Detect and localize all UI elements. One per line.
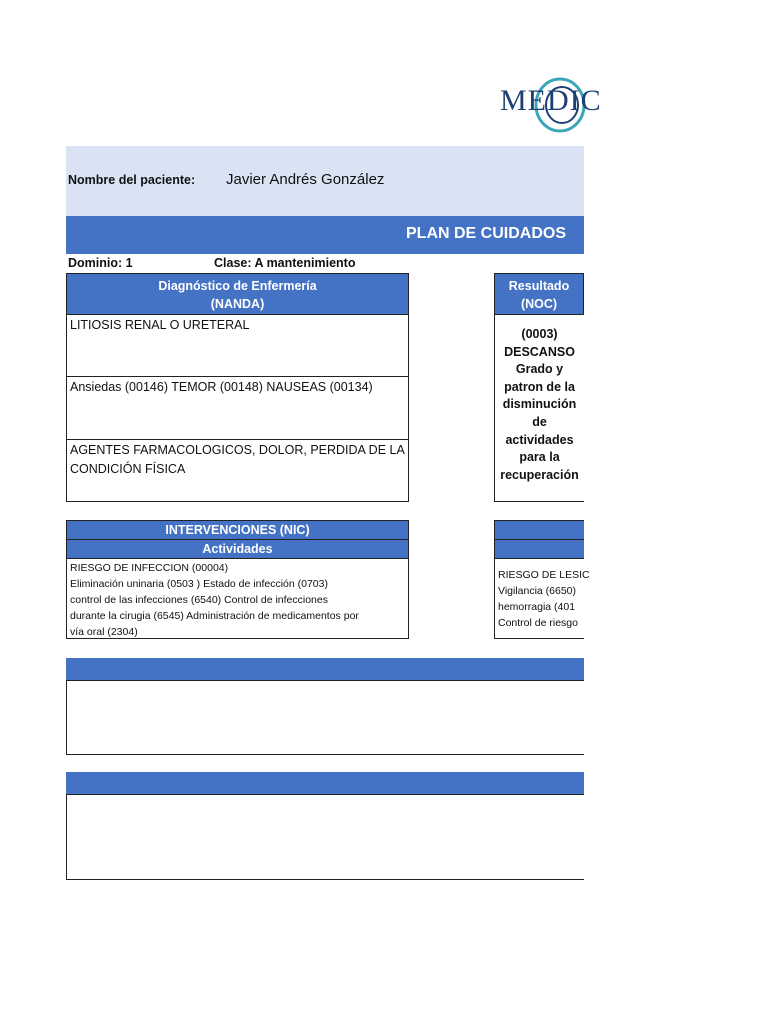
noc-line: actividades — [505, 432, 574, 447]
dominio-label: Dominio: 1 — [68, 256, 133, 270]
nic-right-subheader — [494, 539, 584, 559]
nic-subheader: Actividades — [66, 539, 409, 559]
section-body-2 — [66, 794, 584, 880]
nanda-row-2: Ansiedas (00146) TEMOR (00148) NAUSEAS (00134) — [66, 376, 409, 440]
section-header-1 — [66, 658, 584, 681]
nic-body — [66, 558, 409, 639]
patient-name: Javier Andrés González — [226, 171, 385, 188]
clase-label: Clase: A mantenimiento — [214, 256, 356, 270]
noc-line: disminución — [502, 397, 577, 412]
noc-line: recuperación — [500, 467, 579, 482]
noc-header-line2: (NOC) — [520, 297, 558, 311]
plan-title: PLAN DE CUIDADOS — [406, 225, 567, 242]
nic-header: INTERVENCIONES (NIC) — [66, 520, 409, 540]
nic-line: durante la cirugia (6545) Administración de medicamentos por — [70, 610, 359, 622]
section-body-1 — [66, 680, 584, 755]
nic-line: control de las infecciones (6540) Control de infecciones — [70, 594, 328, 606]
nic-line: RIESGO DE INFECCION (00004) — [70, 562, 229, 574]
nic-right-line: hemorragia (401 — [498, 601, 576, 613]
nanda-header — [66, 273, 409, 315]
logo-text: MEDIC — [500, 84, 602, 117]
section-header-2 — [66, 772, 584, 795]
noc-line: de — [532, 414, 547, 429]
noc-body — [494, 314, 584, 502]
noc-line: para la — [519, 450, 560, 465]
nic-right-header — [494, 520, 584, 540]
nanda-header-line2: (NANDA) — [210, 297, 265, 311]
nic-right-line: Vigilancia (6650) — [498, 585, 577, 597]
noc-line: DESCANSO — [504, 344, 575, 359]
patient-row — [66, 146, 584, 216]
noc-line: (0003) — [521, 327, 558, 341]
nanda-row-1: LITIOSIS RENAL O URETERAL — [66, 314, 409, 377]
plan-banner — [66, 216, 584, 254]
nic-line: vía oral (2304) — [70, 626, 138, 638]
nic-right-line: RIESGO DE LESIC — [498, 569, 590, 581]
noc-line: Grado y — [515, 362, 564, 377]
nic-right-line: Control de riesgo — [498, 617, 578, 629]
patient-label: Nombre del paciente: — [68, 173, 196, 187]
nanda-header-line1: Diagnóstico de Enfermería — [158, 279, 317, 293]
noc-line: patron de la — [504, 379, 575, 394]
nanda-row-3: AGENTES FARMACOLOGICOS, DOLOR, PERDIDA DE LA CONDICIÓN FÍSICA — [66, 439, 409, 502]
nic-right-body — [494, 558, 590, 639]
nic-line: Eliminación uninaria (0503 ) Estado de infección (0703) — [70, 578, 328, 590]
noc-header — [494, 273, 584, 315]
noc-header-line1: Resultado — [508, 279, 570, 293]
